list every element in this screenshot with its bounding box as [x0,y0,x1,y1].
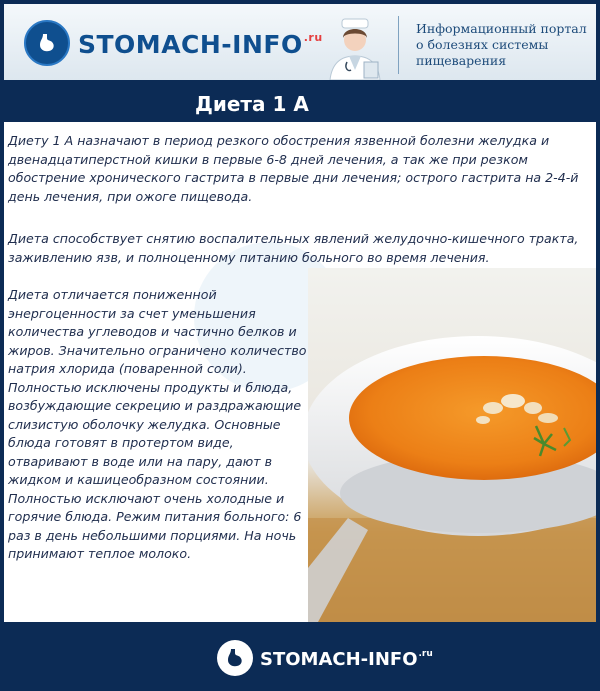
header-divider [398,16,399,74]
paragraph-1: Диету 1 А назначают в период резкого обострения язвенной болезни желудка и двенадцатиперстной кишки в первые 6-8 дней лечения, а так же при резком обострение хронического гастрита в первые дни лечения; острого гастрита на 2-4-й день лечения, при ожоге пищевода. [8,133,579,204]
footer-brand-text: STOMACH-INFO [260,649,418,670]
footer-stomach-logo-icon[interactable] [217,640,253,676]
article-content [4,122,596,622]
paragraph-3: Диета отличается пониженной энергоценности за счет уменьшения количества углеводов и частично белков и жиров. Значительно ограничено количество натрия хлорида (поваренной соли). Полностью исключены продукты и блюда, возбуждающие секрецию и раздражающие слизистую оболочку желудка. Основные блюда готовят в протертом виде, отваривают в воде или на пару, дают в жидком и кашицеобразном состоянии. Полностью исключают очень холодные и горячие блюда. Режим питания больного: 6 раз в день небольшими порциями. На ночь принимают теплое молоко. [8,287,307,561]
site-footer [0,622,600,691]
paragraph-2: Диета способствует снятию воспалительных явлений желудочно-кишечного тракта, заживлению язв, и полноценному питанию больного во время лечения. [8,231,579,265]
soup-photo [308,268,596,622]
brand-name[interactable] [78,30,323,59]
brand-text: STOMACH-INFO [78,30,303,59]
brand-suffix: .ru [303,31,323,44]
stomach-logo-icon[interactable] [24,20,70,66]
footer-brand-name[interactable] [260,649,433,670]
site-tagline: Информационный портал о болезнях системы пищеварения [416,21,587,68]
footer-brand-suffix: .ru [418,649,433,659]
doctor-illustration-icon [320,10,390,80]
site-header [4,4,596,80]
page-title: Диета 1 А [195,92,309,116]
title-bar [0,84,600,120]
